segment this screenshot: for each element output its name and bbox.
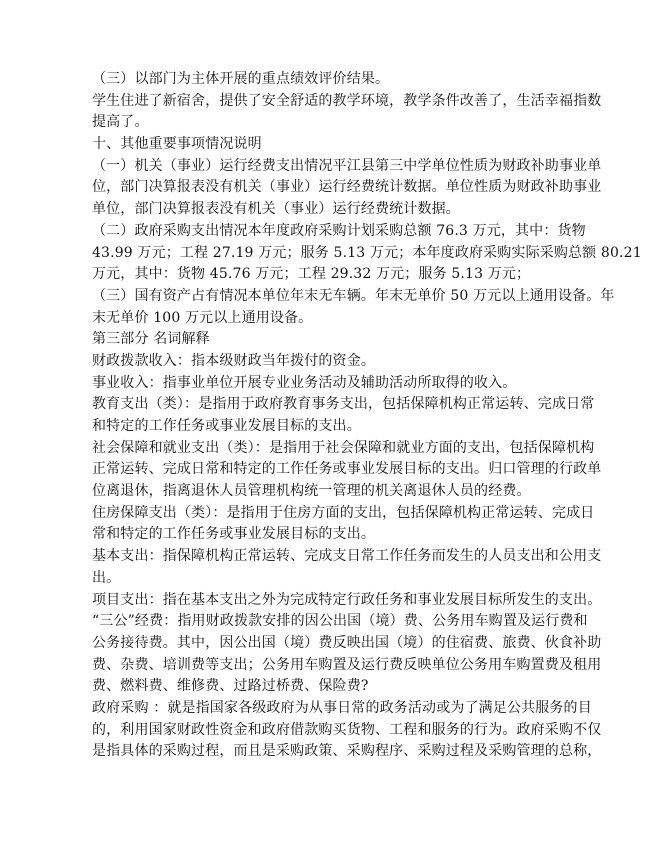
text-line: 住房保障支出（类）：是指用于住房方面的支出，包括保障机构正常运转、完成日: [92, 504, 595, 521]
text-line: 位，部门决算报表没有机关（事业）运行经费统计数据。单位性质为财政补助事业: [92, 179, 602, 196]
text-line: 和特定的工作任务或事业发展目标的支出。: [92, 418, 361, 434]
section-heading: 第三部分 名词解释: [92, 331, 210, 348]
text-line: 项目支出：指在基本支出之外为完成特定行政任务和事业发展目标所发生的支出。: [92, 591, 602, 608]
text-line: 万元，其中：货物 45.76 万元；工程 29.32 万元；服务 5.13 万元；: [92, 266, 531, 283]
text-line: 正常运转、完成日常和特定的工作任务或事业发展目标的支出。归口管理的行政单: [92, 461, 602, 478]
text-line: 常和特定的工作任务或事业发展目标的支出。: [92, 526, 375, 543]
text-line: 单位，部门决算报表没有机关（事业）运行经费统计数据。: [92, 201, 460, 218]
text-line: 提高了。: [92, 114, 149, 131]
text-line: 出。: [92, 569, 121, 586]
text-line: （三）国有资产占有情况本单位年末无车辆。年末无单价 50 万元以上通用设备。年: [92, 287, 615, 304]
text-line: （一）机关（事业）运行经费支出情况平江县第三中学单位性质为财政补助事业单: [92, 157, 602, 174]
text-line: 43.99 万元；工程 27.19 万元；服务 5.13 万元；本年度政府采购实际采购总额 80.21: [92, 244, 642, 261]
text-line: 基本支出：指保障机构正常运转、完成支日常工作任务而发生的人员支出和公用支: [92, 548, 602, 565]
text-line: 学生住进了新宿舍，提供了安全舒适的教学环境，教学条件改善了，生活幸福指数: [92, 92, 602, 109]
text-line: （二）政府采购支出情况本年度政府采购计划采购总额 76.3 万元，其中：货物: [92, 222, 586, 239]
text-line: “三公”经费：指用财政拨款安排的因公出国（境）费、公务用车购置及运行费和: [92, 613, 588, 630]
text-line: 政府采购 ：就是指国家各级政府为从事日常的政务活动或为了满足公共服务的目: [92, 699, 592, 716]
text-line: 位离退休，指离退休人员管理机构统一管理的机关离退休人员的经费。: [92, 483, 531, 500]
text-line: 末无单价 100 万元以上通用设备。: [92, 309, 313, 326]
text-line: 事业收入：指事业单位开展专业业务活动及辅助活动所取得的收入。: [92, 374, 517, 391]
text-line: （三）以部门为主体开展的重点绩效评价结果。: [92, 71, 390, 87]
text-line: 费、杂费、培训费等支出；公务用车购置及运行费反映单位公务用车购置费及租用: [92, 656, 602, 673]
text-line: 财政拨款收入：指本级财政当年拨付的资金。: [92, 352, 375, 369]
text-line: 是指具体的采购过程，而且是采购政策、采购程序、采购过程及采购管理的总称，: [92, 743, 602, 760]
text-line: 的，利用国家财政性资金和政府借款购买货物、工程和服务的行为。政府采购不仅: [92, 721, 602, 738]
text-line: 公务接待费。其中，因公出国（境）费反映出国（境）的住宿费、旅费、伙食补助: [92, 634, 602, 651]
section-heading: 十、其他重要事项情况说明: [92, 136, 262, 153]
text-line: 社会保障和就业支出（类）：是指用于社会保障和就业方面的支出，包括保障机构: [92, 439, 595, 456]
text-line: 教育支出（类）：是指用于政府教育事务支出，包括保障机构正常运转、完成日常: [92, 396, 595, 413]
text-line: 费、燃料费、维修费、过路过桥费、保险费?: [92, 678, 369, 695]
